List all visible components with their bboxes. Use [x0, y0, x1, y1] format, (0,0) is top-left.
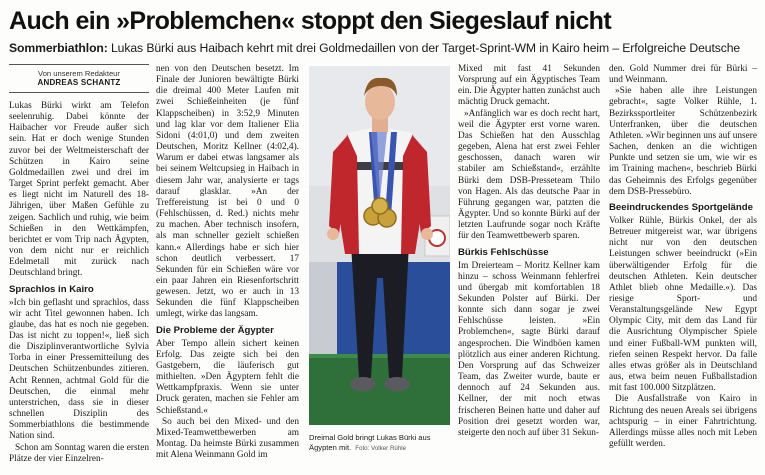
- section-heading: Bürkis Fehlschüsse: [458, 246, 549, 258]
- headline: Auch ein »Problemchen« stoppt den Siegeslauf nicht: [9, 7, 612, 35]
- athlete-illustration: [309, 66, 450, 425]
- photo-credit: Foto: Volker Rühle: [355, 445, 407, 452]
- article-column-3: [458, 64, 600, 439]
- subheadline-lead: Sommerbiathlon:: [9, 41, 108, 55]
- paragraph: »Sie haben alle ihre Leistungen gebracht«, sagte Volker Rühle, 1. Bezirkssportleiter Schützenbezirk Unterfranken, über die deutschen Athleten. »Wir beginnen uns auf unsere Sachen, denken an die wichtigen Punkte und setzen sie um, wie wir es im Training machen«, beschrieb Bürki das Geheimnis des Erfolgs gegenüber dem DSB-Pressebüro.: [609, 86, 757, 197]
- paragraph: Die Ausfallstraße von Kairo in Richtung des neuen Areals sei übrigens achtspurig – in einer Fahrtrichtung. Allerdings müsse alles noch mit Leben gefüllt werden.: [609, 394, 757, 449]
- paragraph: den. Gold Nummer drei für Bürki – und Weinmann.: [609, 64, 757, 86]
- paragraph: Aber Tempo allein sichert keinen Erfolg. Das zeigte sich bei den Gastgebern, die läuferisch gut mithielten. »Den Ägyptern fehlt die Wettkampfpraxis. Wenn sie unter Druck geraten, machen sie Fehler am Schießstand.«: [156, 338, 299, 416]
- photo-caption: [309, 433, 452, 454]
- paragraph: Im Dreierteam – Moritz Kellner kam hinzu – schoss Weinmann fehlerfrei und übergab mit komfortablen 18 Sekunden Polster auf Bürki. Der konnte sich dann sogar je zwei Fehlschüsse leisten. »Ein Problemchen«, sagte Bürki darauf angesprochen. Die Windböen kamen plötzlich aus einer anderen Richtung. Den Vorsprung auf das Schweizer Team, das Zweiter wurde, baute er dennoch auf 24 Sekunden aus. Kellner, der mit noch etwas frischeren Beinen hatte und daher auf Position drei gesetzt worden war, steigerte den noch auf über 31 Sekun-: [458, 260, 600, 438]
- paragraph: »Anfänglich war es doch recht hart, weil die Ägypter erst vorne waren. Das Schießen hat den Ausschlag gegeben, Alena hat erst zwei Fehler geschossen, danach waren wir stabiler am Schießstand«, erzählte Bürki dem DSB-Presseteam Thilo von Hagen. Als das deutsche Paar in Führung gegangen war, patzten die Ägypter. Und so konnte Bürki auf der letzten Laufrunde sogar noch Kräfte für den Teamwettbewerb sparen.: [458, 108, 600, 242]
- section-heading: Sprachlos in Kairo: [9, 283, 94, 295]
- paragraph: So auch bei den Mixed- und den Mixed-Teamwettbewerben am Montag. Da heimste Bürki zusammen mit Alena Weinmann Gold im: [156, 416, 299, 461]
- section-heading: Die Probleme der Ägypter: [156, 324, 274, 336]
- paragraph: Volker Rühle, Bürkis Onkel, der als Betreuer mitgereist war, war übrigens nicht nur von den deutschen Leistungen schwer beeindruckt (»Ein überwältigender Erfolg für die deutschen Athleten. Kein deutscher Athlet blieb ohne Medaille.«). Das riesige Sport- und Veranstaltungsgelände New Egypt Olympic City, mit dem das Land für die Ausrichtung Olympischer Spiele und einer Fußball-WM punkten will, riefen seinen Respekt hervor. Da falle alles etwas größer als in Deutschland aus, etwa beim neuen Fußballstadion mit fast 100.000 Sitzplätzen.: [609, 215, 757, 394]
- paragraph: Mixed mit fast 41 Sekunden Vorsprung auf ein Ägyptisches Team ein. Die Ägypter hatten zunächst auch mächtig Druck gemacht.: [458, 64, 600, 108]
- section-heading: Beeindruckendes Sportgelände: [609, 201, 753, 213]
- athlete-photo: [309, 66, 450, 425]
- byline-author: ANDREAS SCHANTZ: [9, 78, 149, 93]
- article-column-1: [9, 64, 149, 465]
- article-column-2: [156, 64, 299, 461]
- paragraph: »Ich bin geflasht und sprachlos, dass wir acht Titel gewonnen haben. Ich glaube, das hat es noch nie gegeben. Das ist nicht zu toppen!«, ließ sich die Disziplinverantwortliche Sylvia Torba in einer Pressemitteilung des Deutschen Schützenbundes zitieren. Acht Rennen, achtmal Gold für die Deutschen, die einmal mehr unterstrichen, dass sie in dieser schnellen Disziplin des Sommerbiathlons die bestimmende Nation sind.: [9, 297, 149, 442]
- subheadline-text: Lukas Bürki aus Haibach kehrt mit drei Goldmedaillen von der Target-Sprint-WM in Kairo heim – Erfolgreiche Deutsche: [107, 41, 741, 55]
- subheadline: [9, 41, 761, 56]
- paragraph: Lukas Bürki wirkt am Telefon seelenruhig. Dabei könnte der Haibacher vor Freude außer sich sein. Hat er doch wenige Stunden zuvor bei der Weltmeisterschaft der Schützen in Kairo seine Goldmedaillen zwei und drei im Target Sprint perfekt gemacht. Aber es liegt nicht im Naturell des 18-Jährigen, über Maßen Gefühle zu zeigen. Sachlich und ruhig, wie beim Schießen in den Wettkämpfen, berichtet er vom Trip nach Ägypten, von dem nicht nur er reichlich Edelmetall mit zurück nach Deutschland bringt.: [9, 101, 149, 279]
- article-column-4: [609, 64, 757, 450]
- paragraph: nen von den Deutschen besetzt. Im Finale der Junioren bewältigte Bürki die dreimal 400 Meter Laufen mit zwei Schießeinheiten (je fünf Klappscheiben) in 3:52,9 Minuten und lag klar vor dem Italiener Elia Sidoni (4:01,0) und dem zweiten Deutschen, Moritz Kellner (4:02,4). Warum er dabei etwas langsamer als bei seinem Weltcupsieg in Haibach in diesem Jahr war, analysierte er tags darauf glasklar. »An der Treffereistung ist bei 0 und 0 (Fehlschüssen, d. Red.) nichts mehr zu machen. Aber technisch insofern, als man schneller gezielt schießen kann.« Allerdings habe er sich hier schon deutlich verbessert. 17 Sekunden für ein Schießen wäre vor ein paar Jahren ein Riesenfortschritt gewesen. Jetzt, wo er auch in 13 Sekunden die fünf Klappscheiben umlegt, wirke das langsam.: [156, 64, 299, 320]
- caption-text: Dreimal Gold bringt Lukas Bürki aus Ägypten mit.: [309, 433, 431, 452]
- byline-label: Von unserem Redakteur: [9, 64, 149, 78]
- floor: [309, 354, 450, 425]
- paragraph: Schon am Sonntag waren die ersten Plätze der vier Einzelren-: [9, 442, 149, 464]
